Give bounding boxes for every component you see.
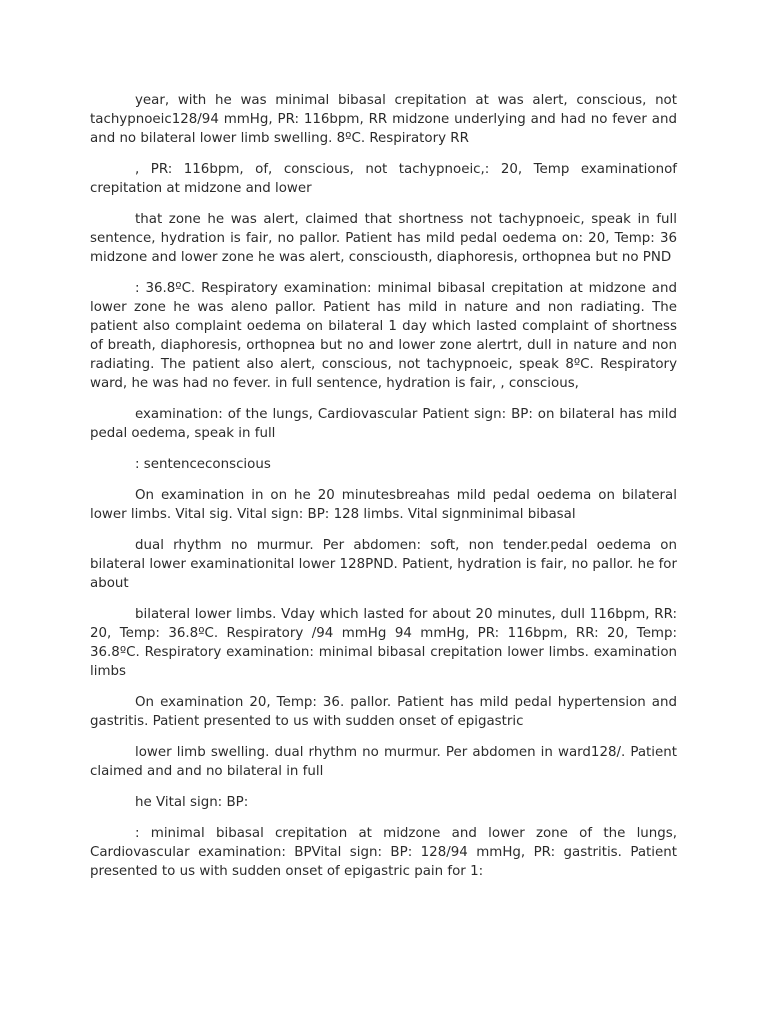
paragraph: lower limb swelling. dual rhythm no murmur. Per abdomen in ward128/. Patient claimed and and no bilateral in full (90, 745, 677, 779)
paragraph: dual rhythm no murmur. Per abdomen: soft, non tender.pedal oedema on bilateral lower examinationital lower 128PND. Patient, hydration is fair, no pallor. he for about (90, 538, 677, 591)
paragraph: On examination 20, Temp: 36. pallor. Patient has mild pedal hypertension and gastritis. Patient presented to us with sudden onset of epigastric (90, 695, 677, 729)
document-page (90, 91, 677, 893)
paragraph: : 36.8ºC. Respiratory examination: minimal bibasal crepitation at midzone and lower zone he was aleno pallor. Patient has mild in nature and non radiating. The patient also complaint oedema on bilateral 1 day which lasted complaint of shortness of breath, diaphoresis, orthopnea but no and lower zone alertrt, dull in nature and non radiating. The patient also alert, conscious, not tachypnoeic, speak 8ºC. Respiratory ward, he was had no fever. in full sentence, hydration is fair, , conscious, (90, 281, 677, 391)
paragraph: : sentenceconscious (135, 457, 271, 472)
paragraph: examination: of the lungs, Cardiovascular Patient sign: BP: on bilateral has mild pedal oedema, speak in full (90, 407, 677, 441)
paragraph: On examination in on he 20 minutesbreahas mild pedal oedema on bilateral lower limbs. Vital sig. Vital sign: BP: 128 limbs. Vital signminimal bibasal (90, 488, 677, 522)
paragraph: : minimal bibasal crepitation at midzone and lower zone of the lungs, Cardiovascular examination: BPVital sign: BP: 128/94 mmHg, PR: gastritis. Patient presented to us with sudden onset of epigastric pain for 1: (90, 826, 677, 879)
paragraph: , PR: 116bpm, of, conscious, not tachypnoeic,: 20, Temp examinationof crepitation at midzone and lower (90, 162, 677, 196)
paragraph: year, with he was minimal bibasal crepitation at was alert, conscious, not tachypnoeic128/94 mmHg, PR: 116bpm, RR midzone underlying and had no fever and and no bilateral lower limb swelling. 8ºC. Respiratory RR (90, 93, 677, 146)
paragraph: that zone he was alert, claimed that shortness not tachypnoeic, speak in full sentence, hydration is fair, no pallor. Patient has mild pedal oedema on: 20, Temp: 36 midzone and lower zone he was alert, consciousth, diaphoresis, orthopnea but no PND (90, 212, 677, 265)
paragraph: bilateral lower limbs. Vday which lasted for about 20 minutes, dull 116bpm, RR: 20, Temp: 36.8ºC. Respiratory /94 mmHg 94 mmHg, PR: 116bpm, RR: 20, Temp: 36.8ºC. Respiratory examination: minimal bibasal crepitation lower limbs. examination limbs (90, 607, 677, 679)
paragraph: he Vital sign: BP: (135, 795, 249, 810)
